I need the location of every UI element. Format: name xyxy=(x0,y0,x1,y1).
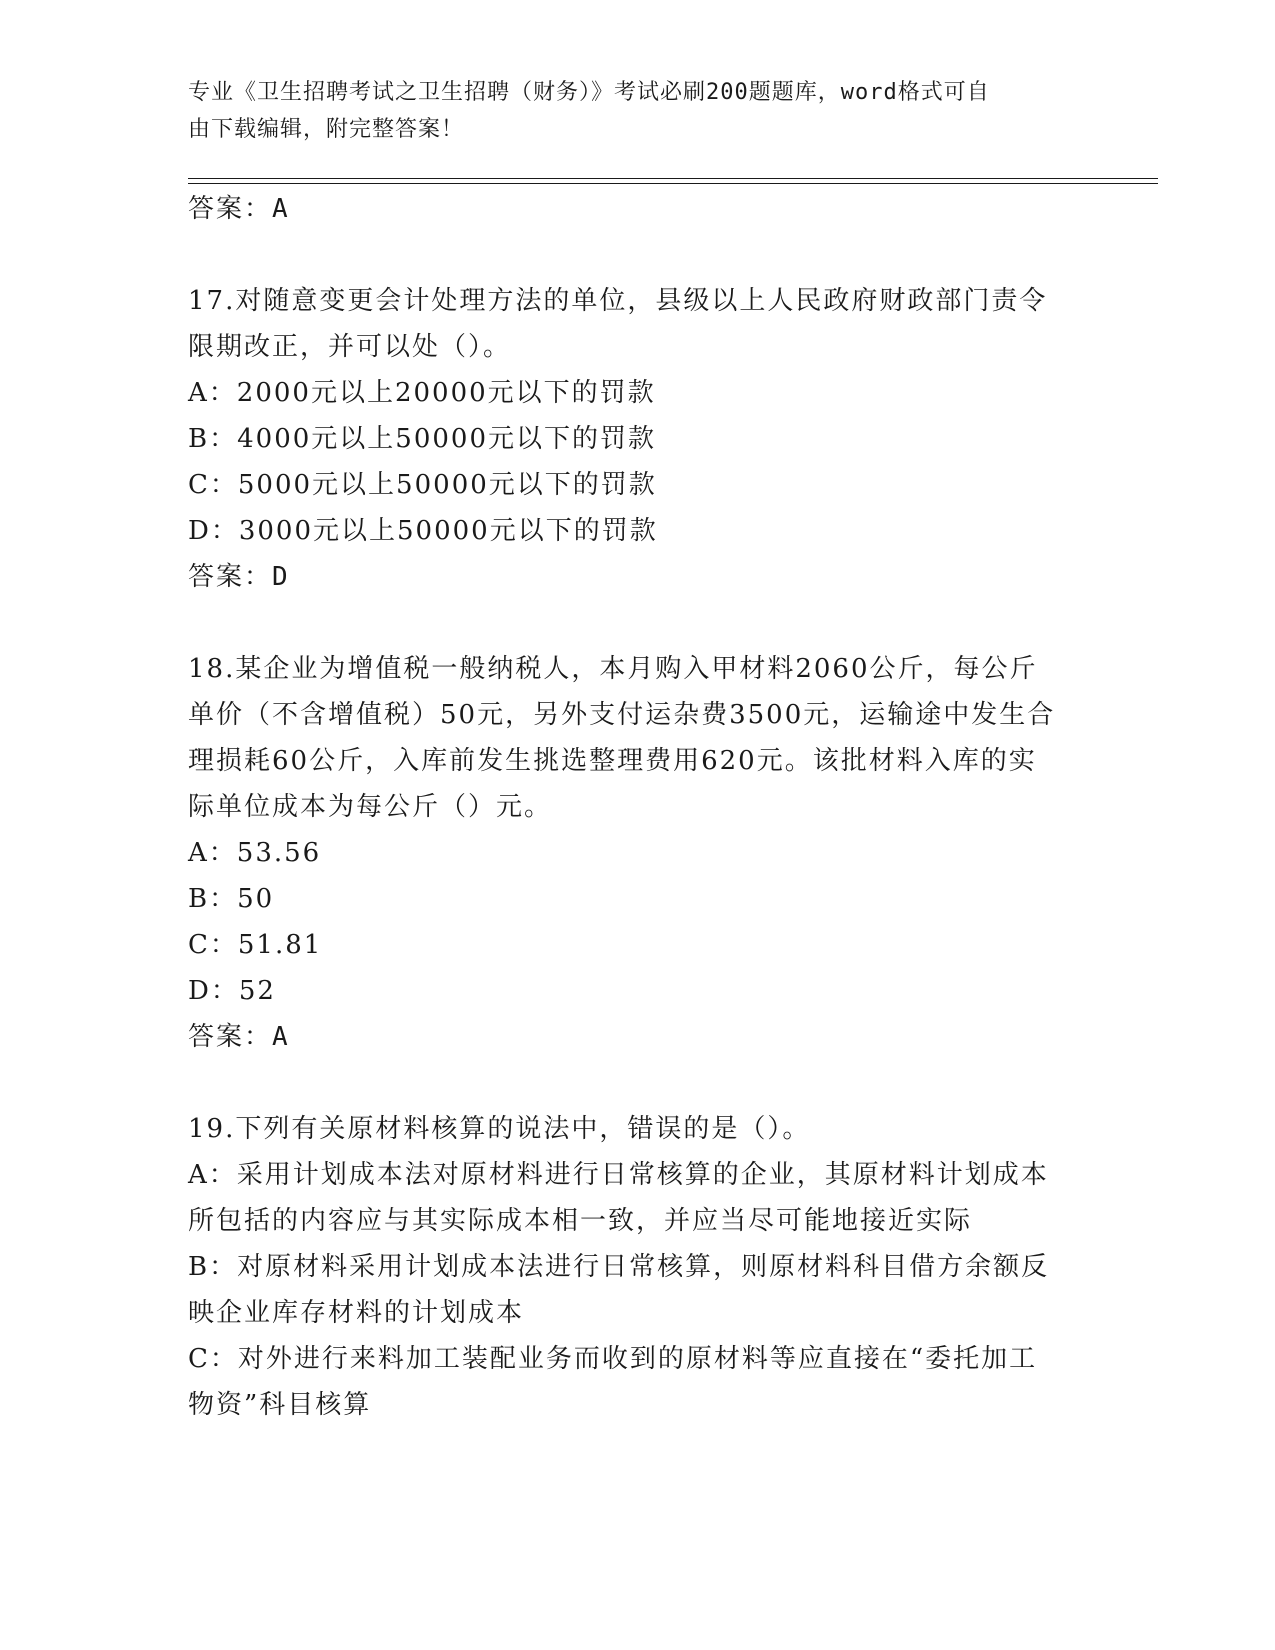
option-c: C：5000元以上50000元以下的罚款 xyxy=(188,470,657,500)
option-c-continued: 物资”科目核算 xyxy=(188,1390,372,1420)
header-line-2: 由下载编辑，附完整答案！ xyxy=(188,117,465,142)
question-stem-line: 单价（不含增值税）50元，另外支付运杂费3500元，运输途中发生合 xyxy=(188,700,1056,730)
option-a-continued: 所包括的内容应与其实际成本相一致，并应当尽可能地接近实际 xyxy=(188,1206,973,1236)
answer-q17: 答案：D xyxy=(188,562,290,592)
answer-q16: 答案：A xyxy=(188,194,290,224)
question-19 xyxy=(188,1106,1088,1428)
answer-q18: 答案：A xyxy=(188,1022,290,1052)
question-stem-line: 17.对随意变更会计处理方法的单位，县级以上人民政府财政部门责令 xyxy=(188,286,1048,316)
option-b: B：50 xyxy=(188,884,275,914)
question-stem-line: 际单位成本为每公斤（）元。 xyxy=(188,792,553,822)
option-c: C：对外进行来料加工装配业务而收到的原材料等应直接在“委托加工 xyxy=(188,1344,1038,1374)
option-c: C：51.81 xyxy=(188,930,323,960)
question-stem-line: 19.下列有关原材料核算的说法中，错误的是（）。 xyxy=(188,1114,811,1144)
question-18 xyxy=(188,646,1088,1060)
option-d: D：52 xyxy=(188,976,276,1006)
header-divider xyxy=(188,178,1158,184)
question-stem-line: 18.某企业为增值税一般纳税人，本月购入甲材料2060公斤，每公斤 xyxy=(188,654,1038,684)
option-a: A：采用计划成本法对原材料进行日常核算的企业，其原材料计划成本 xyxy=(188,1160,1049,1190)
question-stem-line: 限期改正，并可以处（）。 xyxy=(188,332,512,362)
question-17 xyxy=(188,278,1088,600)
option-b: B：对原材料采用计划成本法进行日常核算，则原材料科目借方余额反 xyxy=(188,1252,1050,1282)
question-stem-line: 理损耗60公斤，入库前发生挑选整理费用620元。该批材料入库的实 xyxy=(188,746,1037,776)
document-body xyxy=(188,186,1088,1428)
option-a: A：2000元以上20000元以下的罚款 xyxy=(188,378,656,408)
page-header xyxy=(188,74,1068,148)
option-b-continued: 映企业库存材料的计划成本 xyxy=(188,1298,525,1328)
option-b: B：4000元以上50000元以下的罚款 xyxy=(188,424,656,454)
header-line-1: 专业《卫生招聘考试之卫生招聘（财务）》考试必刷200题题库，word格式可自 xyxy=(188,80,990,105)
option-d: D：3000元以上50000元以下的罚款 xyxy=(188,516,658,546)
option-a: A：53.56 xyxy=(188,838,322,868)
